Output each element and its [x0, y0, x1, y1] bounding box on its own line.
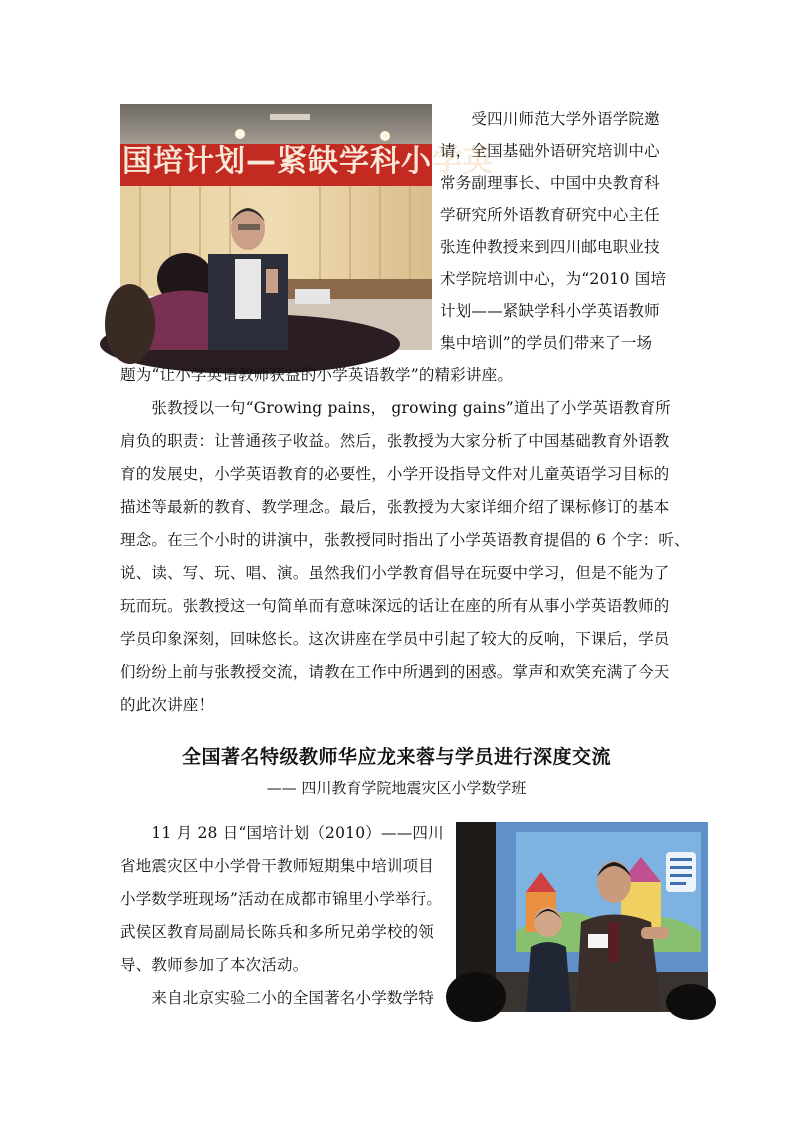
intro-tail: 题为“让小学英语教师获益的小学英语教学”的精彩讲座。	[120, 366, 514, 384]
article2-line: 导、教师参加了本次活动。	[120, 956, 309, 974]
article2-line: 来自北京实验二小的全国著名小学数学特	[120, 989, 435, 1007]
body-line: 理念。在三个小时的讲演中，张教授同时指出了小学英语教育提倡的 6 个字：听、	[120, 531, 690, 549]
classroom-photo-drawing	[456, 822, 708, 1012]
intro-line: 计划——紧缺学科小学英语教师	[440, 302, 660, 320]
intro-line: 学研究所外语教育研究中心主任	[440, 206, 660, 224]
body-line: 说、读、写、玩、唱、演。虽然我们小学教育倡导在玩耍中学习，但是不能为了	[120, 564, 670, 582]
body-line: 们纷纷上前与张教授交流，请教在工作中所遇到的困惑。掌声和欢笑充满了今天	[120, 663, 670, 681]
article2-line: 武侯区教育局副局长陈兵和多所兄弟学校的领	[120, 923, 435, 941]
article2-line: 省地震灾区中小学骨干教师短期集中培训项目	[120, 857, 435, 875]
body-line: 学员印象深刻，回味悠长。这次讲座在学员中引起了较大的反响，下课后，学员	[120, 630, 670, 648]
article-subtitle: —— 四川教育学院地震灾区小学数学班	[266, 779, 527, 797]
lecture-photo	[120, 104, 494, 350]
intro-line: 张连仲教授来到四川邮电职业技	[440, 238, 660, 256]
intro-line: 常务副理事长、中国中央教育科	[440, 174, 660, 192]
body-line: 育的发展史，小学英语教育的必要性，小学开设指导文件对儿童英语学习目标的	[120, 465, 670, 483]
intro-line: 集中培训”的学员们带来了一场	[440, 334, 653, 352]
article2-line: 11 月 28 日“国培计划（2010）——四川	[120, 824, 444, 842]
article-title: 全国著名特级教师华应龙来蓉与学员进行深度交流	[181, 746, 611, 768]
body-line: 肩负的职责：让普通孩子收益。然后，张教授为大家分析了中国基础教育外语教	[120, 432, 670, 450]
intro-line: 请，全国基础外语研究培训中心	[440, 142, 660, 160]
photo-banner-text: 国培计划—紧缺学科小学英	[122, 144, 494, 179]
intro-line: 术学院培训中心，为“2010 国培	[440, 270, 667, 288]
intro-line: 受四川师范大学外语学院邀	[440, 110, 660, 128]
body-line: 张教授以一句“Growing pains， growing gains”道出了小学英语教育所	[120, 399, 671, 417]
article2-line: 小学数学班现场”活动在成都市锦里小学举行。	[120, 890, 443, 908]
body-line: 描述等最新的教育、教学理念。最后，张教授为大家详细介绍了课标修订的基本	[120, 498, 670, 516]
body-line: 的此次讲座！	[120, 696, 215, 714]
body-line: 玩而玩。张教授这一句简单而有意味深远的话让在座的所有从事小学英语教师的	[120, 597, 670, 615]
classroom-photo	[456, 822, 708, 1012]
